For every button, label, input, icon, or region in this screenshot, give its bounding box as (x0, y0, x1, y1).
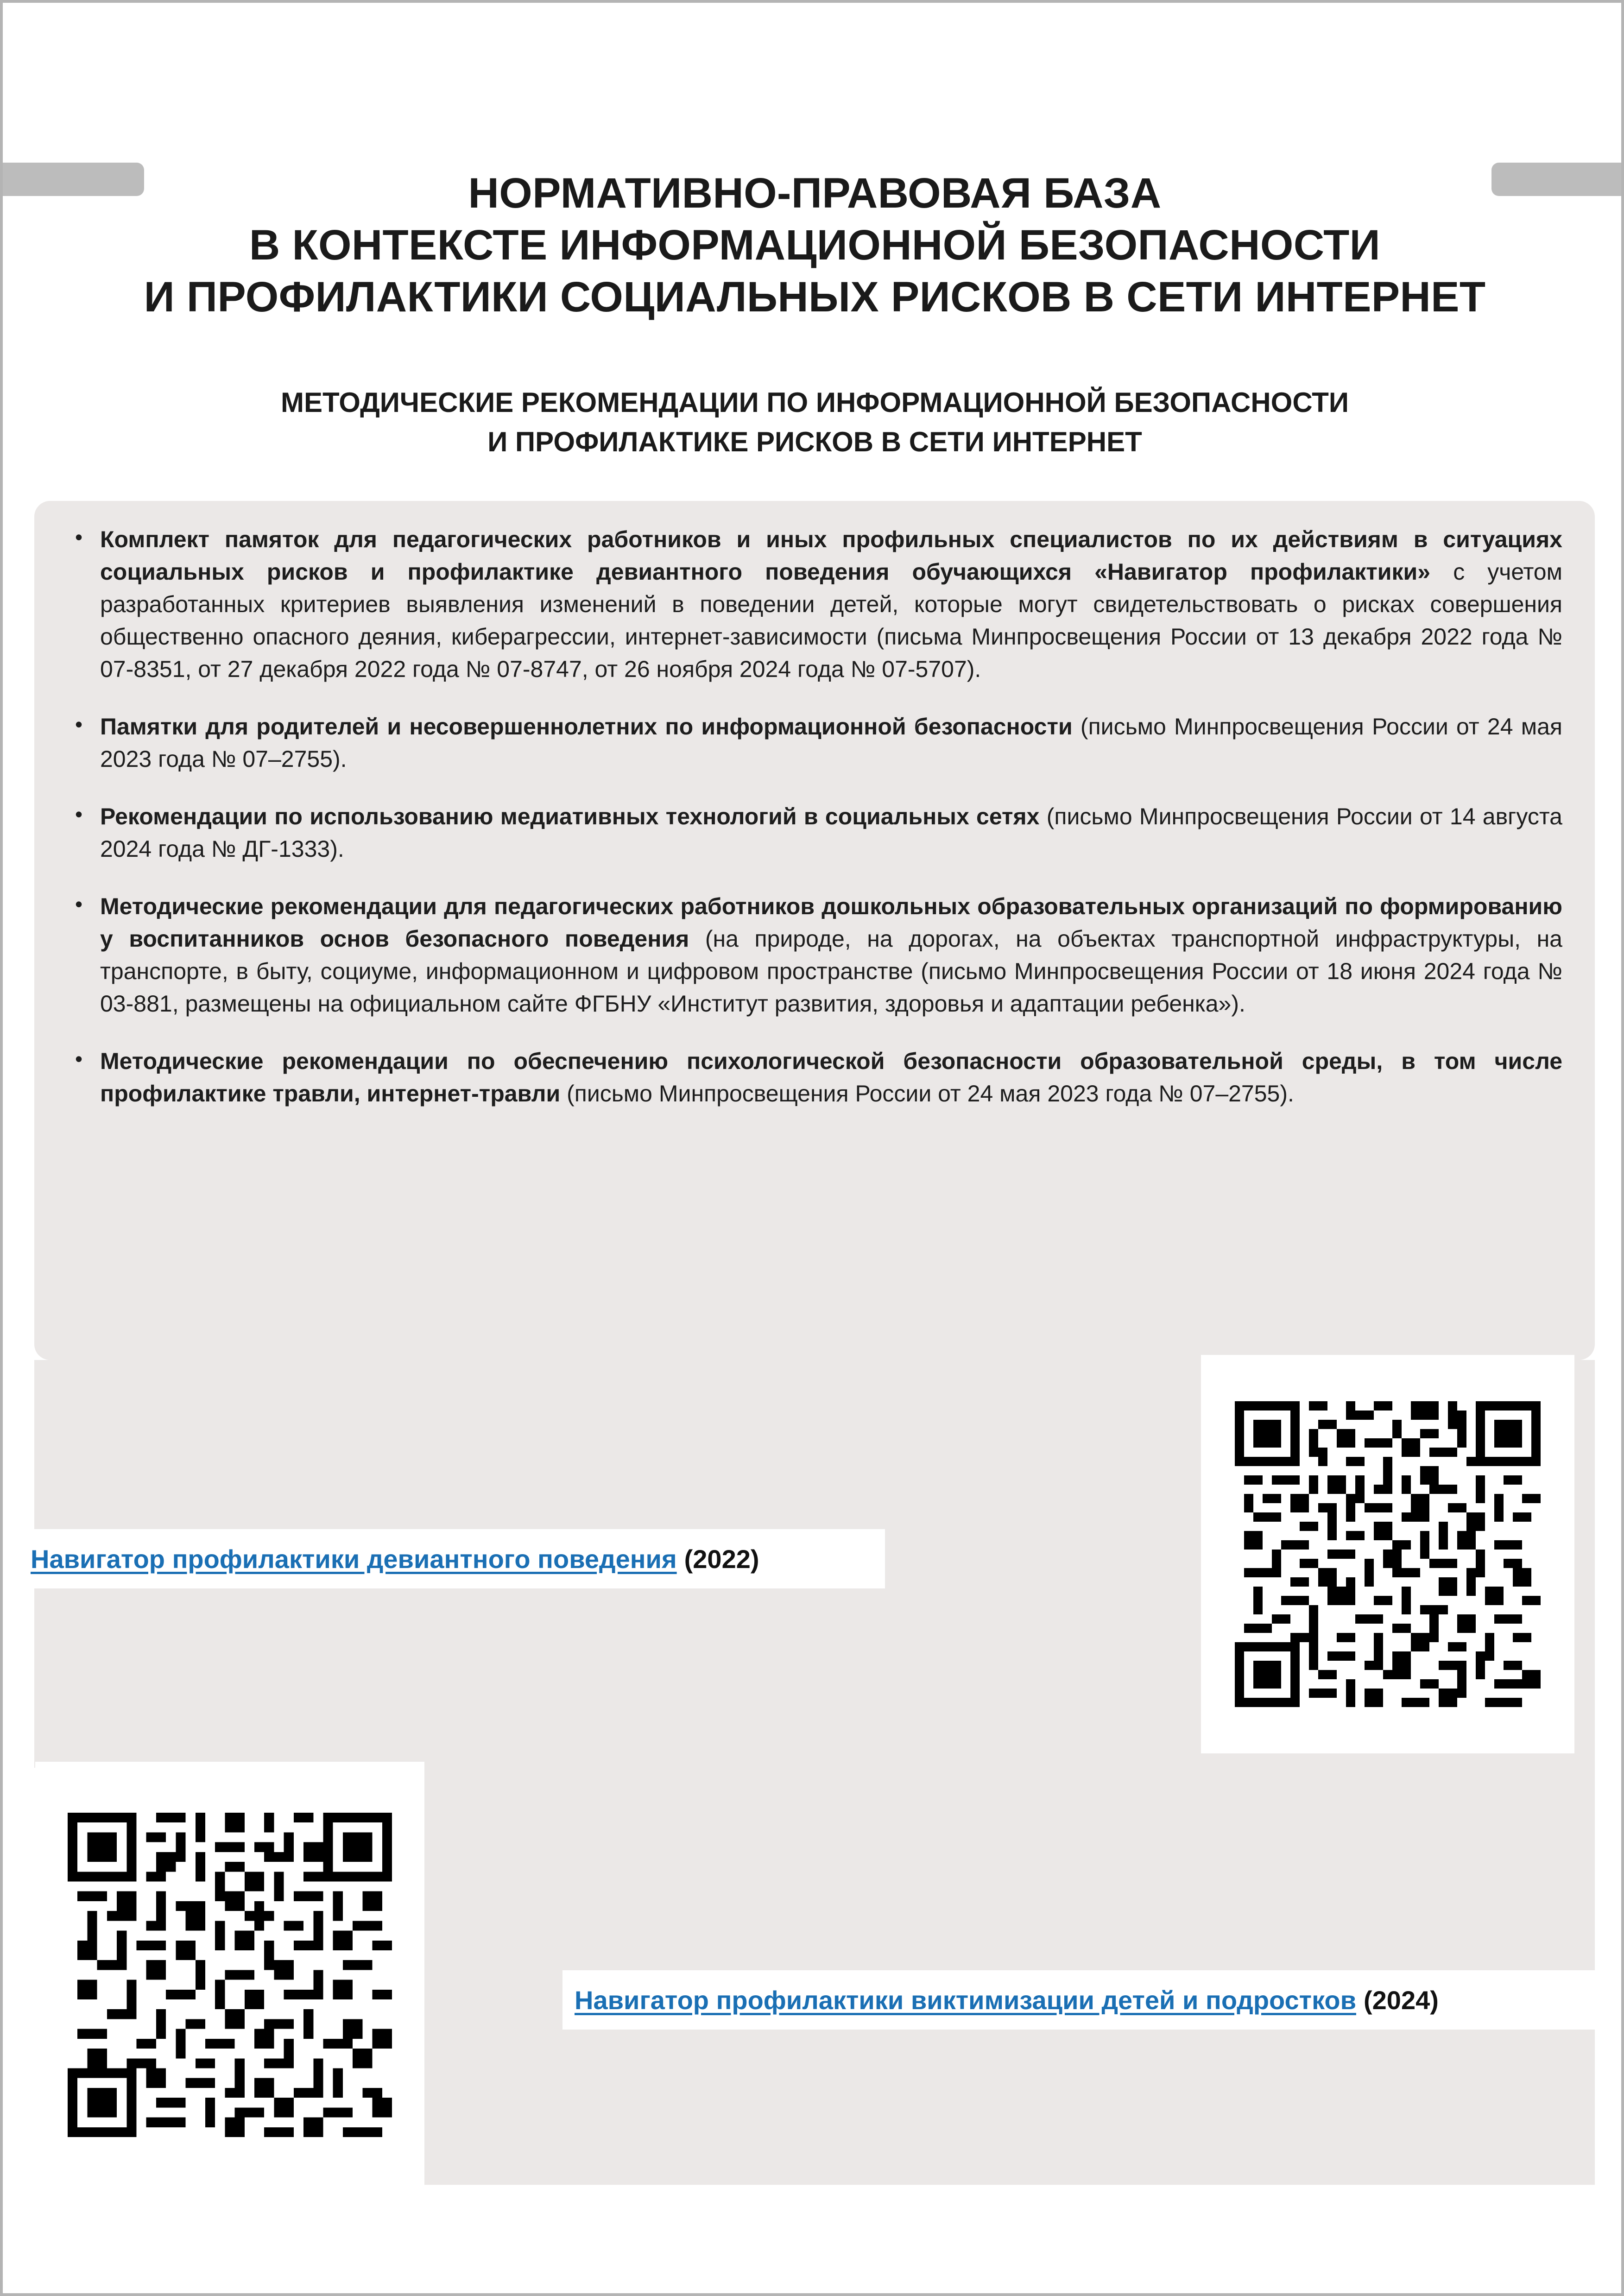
list-item-lead: Методические рекомендации по обеспечению психологической безопасности образовательной среды, в том числе профилактике травли, интернет-травли (100, 1048, 1562, 1107)
list-item-rest: (письмо Минпросвещения России от 24 мая 2023 года № 07–2755). (100, 714, 1563, 772)
link-year: (2024) (1364, 1985, 1439, 2015)
page-title (3, 167, 1624, 323)
list-item-lead: Рекомендации по использованию медиативных технологий в социальных сетях (100, 803, 1040, 829)
list-item-lead: Памятки для родителей и несовершеннолетних по информационной безопасности (100, 714, 1073, 740)
page-subtitle (3, 383, 1624, 462)
subtitle-line-2: И ПРОФИЛАКТИКЕ РИСКОВ В СЕТИ ИНТЕРНЕТ (487, 426, 1142, 458)
qr-code-deviant-behaviour[interactable] (1201, 1355, 1574, 1753)
qr-code-icon (1235, 1401, 1541, 1707)
title-line-2: В КОНТЕКСТЕ ИНФОРМАЦИОННОЙ БЕЗОПАСНОСТИ (249, 221, 1381, 269)
list-item (67, 800, 1562, 865)
recommendations-panel (34, 501, 1595, 1360)
subtitle-line-1: МЕТОДИЧЕСКИЕ РЕКОМЕНДАЦИИ ПО ИНФОРМАЦИОННОЙ БЕЗОПАСНОСТИ (281, 387, 1349, 418)
list-item-rest: (на природе, на дорогах, на объектах транспортной инфраструктуры, на транспорте, в быту, социуме, информационном и цифровом пространстве (письмо Минпросвещения России от 18 июня 2024 года № 03-881, размещены на официальном сайте ФГБНУ «Институт развития, здоровья и адаптации ребенка»). (100, 926, 1562, 1017)
qr-code-icon (68, 1813, 392, 2137)
link-label[interactable]: Навигатор профилактики девиантного поведения (31, 1544, 677, 1574)
recommendations-list (67, 523, 1562, 1110)
list-item (67, 523, 1562, 685)
qr-code-victimization[interactable] (35, 1762, 424, 2188)
title-line-3: И ПРОФИЛАКТИКИ СОЦИАЛЬНЫХ РИСКОВ В СЕТИ ИНТЕРНЕТ (144, 273, 1486, 321)
link-label[interactable]: Навигатор профилактики виктимизации детей и подростков (575, 1985, 1356, 2015)
list-item (67, 890, 1562, 1020)
list-item (67, 1045, 1562, 1110)
list-item (67, 710, 1562, 775)
list-item-rest: (письмо Минпросвещения России от 14 августа 2024 года № ДГ-1333). (100, 803, 1562, 862)
link-year: (2022) (684, 1544, 759, 1574)
link-navigator-deviant-behaviour[interactable] (19, 1529, 885, 1588)
link-navigator-victimization[interactable] (562, 1970, 1624, 2030)
list-item-rest: (письмо Минпросвещения России от 24 мая 2023 года № 07–2755). (560, 1081, 1294, 1107)
title-line-1: НОРМАТИВНО-ПРАВОВАЯ БАЗА (468, 170, 1162, 217)
list-item-rest: с учетом разработанных критериев выявления изменений в поведении детей, которые могут свидетельствовать о рисках совершения общественно опасного деяния, киберагрессии, интернет-зависимости (письма Минпросвещения России от 13 декабря 2022 года № 07-8351, от 27 декабря 2022 года № 07-8747, от 26 ноября 2024 года № 07-5707). (100, 559, 1562, 682)
list-item-lead: Комплект памяток для педагогических работников и иных профильных специалистов по их действиям в ситуациях социальных рисков и профилактике девиантного поведения обучающихся «Навигатор профилактики» (100, 526, 1562, 585)
list-item-lead: Методические рекомендации для педагогических работников дошкольных образовательных организаций по формированию у воспитанников основ безопасного поведения (100, 893, 1562, 952)
